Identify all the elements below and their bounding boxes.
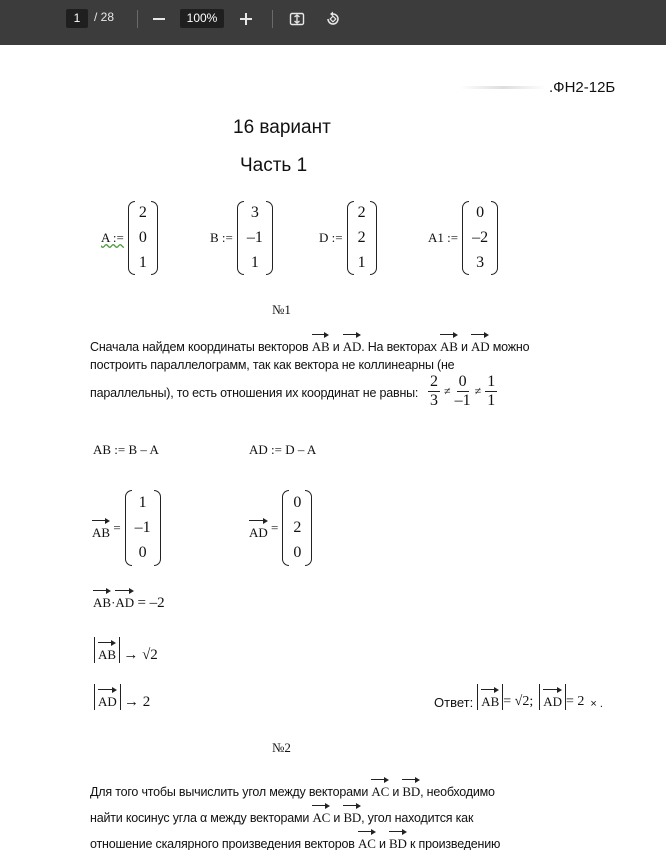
rotate-button[interactable] [322,8,344,30]
rotate-icon [325,11,341,27]
problem-1-text-line-2: построить параллелограмм, так как вектора не коллинеарны (не [90,358,455,372]
vector-d [319,201,377,275]
vector-d-label: D := [319,230,343,245]
vector-ad-y: 2 [293,518,302,536]
page-total: / 28 [94,10,115,24]
vector-bd-symbol: BD [343,802,361,824]
vector-ac-symbol: AC [371,776,389,798]
vector-ac-symbol: AC [312,802,330,824]
vector-ad-symbol: AD [249,517,268,539]
definition-ad: AD := D – A [249,442,317,457]
vector-b-x: 3 [250,204,259,222]
problem-2-text-line-3: отношение скалярного произведения векторов AC и BD к произведению [90,828,500,850]
vector-b-z: 1 [250,253,259,271]
not-equal-sign: ≠ [474,383,482,398]
vector-bd-symbol: BD [389,828,407,850]
vector-b [210,201,273,275]
problem-1-text-line-1: Сначала найдем координаты векторов AB и AD. На векторах AB и AD можно [90,331,529,354]
definition-ab: AB := B – A [93,442,159,457]
coordinate-ratio [428,373,497,409]
document-page [0,45,666,850]
vector-a-z: 1 [138,253,147,271]
plus-icon [240,13,252,25]
vector-ad-x: 0 [293,493,302,511]
vector-ab-symbol: AB [92,517,110,539]
problem-1-answer: Ответ: AB = √2; AD = 2 × . [434,684,603,710]
pdf-toolbar [0,0,666,45]
problem-2-text-line-2: найти косинус угла α между векторами AC и BD, угол находится как [90,802,473,825]
vector-a1-y: –2 [472,228,489,246]
group-code: .ФН2-12Б [549,79,616,96]
norm-ad: AD → 2 [94,684,150,711]
vector-b-y: –1 [246,228,263,246]
dot-product: AB·AD = –2 [93,587,165,612]
vector-bd-symbol: BD [402,776,420,798]
vector-ab-symbol: AB [440,331,458,353]
vector-ad-symbol: AD [471,331,489,353]
toolbar-divider [272,10,273,28]
vector-d-z: 1 [357,253,366,271]
vector-d-x: 2 [357,204,366,222]
zoom-input[interactable]: 100% [180,9,224,28]
fit-page-button[interactable] [286,8,308,30]
vector-a1-label: A1 := [428,230,459,245]
part-title: Часть 1 [240,155,308,176]
vector-ab-x: 1 [138,493,147,511]
vector-d-y: 2 [357,228,366,246]
toolbar-divider [137,10,138,28]
zoom-out-button[interactable] [148,8,170,30]
vector-b-label: B := [210,230,233,245]
vector-ad-symbol: AD [343,331,361,353]
problem-2-number: №2 [272,740,291,755]
problem-1-text-line-3: параллельны), то есть отношения их координат не равны: [90,386,419,400]
not-equal-sign: ≠ [444,383,451,398]
norm-ab: AB → √2 [94,637,158,664]
vector-ab-y: –1 [134,518,151,536]
vector-ac-symbol: AC [358,828,376,850]
vector-ab-symbol: AB [312,331,330,353]
vector-a1 [428,201,498,275]
vector-a1-x: 0 [476,204,485,222]
fraction: $\frac{1}{1}$ [487,373,496,409]
problem-1-number: №1 [272,302,291,317]
vector-ab-result: AB = 1 –1 0 [92,490,161,566]
minus-icon [153,13,165,25]
vector-ad-result: AD = 0 2 0 [249,490,312,566]
page-number-input[interactable]: 1 [66,9,88,28]
vector-ad-z: 0 [293,544,302,562]
answer-label: Ответ: [434,695,474,710]
fit-page-icon [289,11,305,27]
fraction: $\frac{2}{3}$ [430,373,438,409]
fraction: $\frac{0}{-1}$ [454,373,471,409]
zoom-in-button[interactable] [235,8,257,30]
vector-ab-z: 0 [138,544,147,562]
vector-a-y: 0 [138,228,147,246]
problem-2-text-line-1: Для того чтобы вычислить угол между векторами AC и BD, необходимо [90,776,495,799]
vector-a [101,201,158,275]
variant-title: 16 вариант [233,117,331,138]
redacted-text [460,86,546,89]
vector-a-x: 2 [138,204,147,222]
vector-a1-z: 3 [476,253,485,271]
vector-a-label: A := [101,230,124,245]
